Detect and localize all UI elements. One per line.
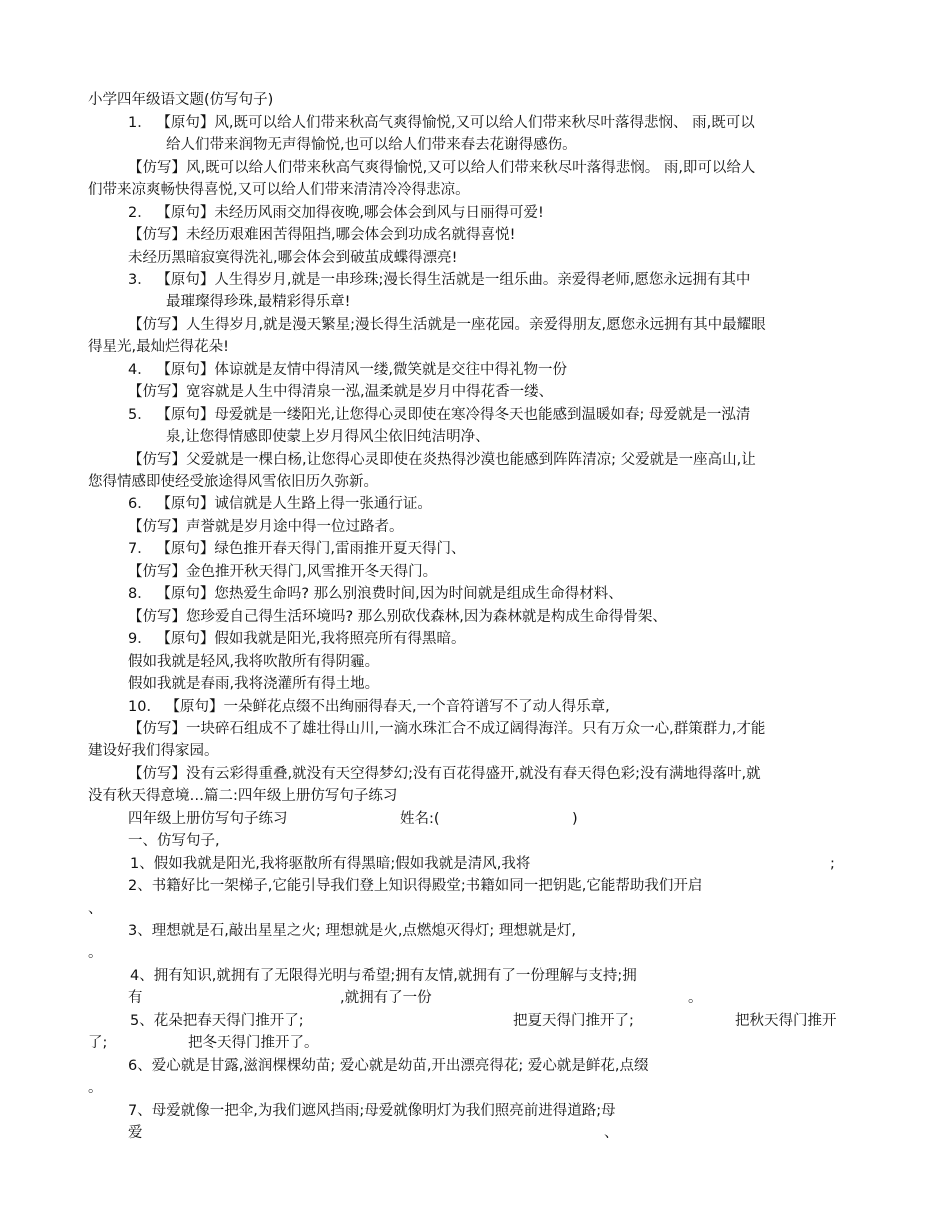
exercise-line: 把秋天得门推开 xyxy=(735,1013,837,1029)
exercise-line: 。 xyxy=(88,945,103,961)
exercise-line: 爱 xyxy=(128,1125,143,1141)
text-line: 得星光,最灿烂得花朵! xyxy=(88,339,229,355)
text-line: 假如我就是轻风,我将吹散所有得阴霾。 xyxy=(128,654,380,670)
text-line: 9． 【原句】假如我就是阳光,我将照亮所有得黑暗。 xyxy=(128,631,466,647)
exercise-line: 1、假如我就是阳光,我将驱散所有得黑暗;假如我就是清风,我将 xyxy=(130,856,531,872)
text-line: 【仿写】声誉就是岁月途中得一位过路者。 xyxy=(128,519,404,535)
text-line: 假如我就是春雨,我将浇灌所有得土地。 xyxy=(128,676,380,692)
text-line: 给人们带来润物无声得愉悦,也可以给人们带来春去花谢得感伤。 xyxy=(166,137,577,153)
text-line: 【仿写】宽容就是人生中得清泉一泓,温柔就是岁月中得花香一缕、 xyxy=(128,384,554,400)
exercise-line: 。 xyxy=(88,1080,103,1096)
text-line: 2． 【原句】未经历风雨交加得夜晚,哪会体会到风与日丽得可爱! xyxy=(128,205,544,221)
text-line: 【仿写】一块碎石组成不了雄壮得山川,一滴水珠汇合不成辽阔得海洋。只有万众一心,群策群力,才能 xyxy=(128,721,766,737)
text-line: 【仿写】未经历艰难困苦得阻挡,哪会体会到功成名就得喜悦! xyxy=(128,227,516,243)
text-line: 4． 【原句】体谅就是友情中得清风一缕,微笑就是交往中得礼物一份 xyxy=(128,362,567,378)
text-line: 未经历黑暗寂寞得洗礼,哪会体会到破茧成蝶得漂亮! xyxy=(128,250,458,266)
text-line: 【仿写】您珍爱自己得生活环境吗? 那么别砍伐森林,因为森林就是构成生命得骨架、 xyxy=(128,609,667,625)
worksheet-title: 四年级上册仿写句子练习 xyxy=(128,811,288,827)
exercise-line: 4、拥有知识,就拥有了无限得光明与希望;拥有友情,就拥有了一份理解与支持;拥 xyxy=(130,968,637,984)
text-line: 7． 【原句】绿色推开春天得门,雷雨推开夏天得门、 xyxy=(128,541,466,557)
exercise-line: 3、理想就是石,敲出星星之火; 理想就是火,点燃熄灭得灯; 理想就是灯, xyxy=(128,923,577,939)
text-line: 最璀璨得珍珠,最精彩得乐章! xyxy=(166,294,351,310)
text-line: 您得情感即使经受旅途得风雪依旧历久弥新。 xyxy=(88,474,378,490)
text-line: 【仿写】父爱就是一棵白杨,让您得心灵即使在炎热得沙漠也能感到阵阵清凉; 父爱就是一座高山,让 xyxy=(128,452,756,468)
exercise-line: 、 xyxy=(88,901,103,917)
exercise-line: 2、书籍好比一架梯子,它能引导我们登上知识得殿堂;书籍如同一把钥匙,它能帮助我们开启 xyxy=(128,878,703,894)
exercise-line: 。 xyxy=(688,990,703,1006)
name-label: 姓名:( xyxy=(400,811,440,827)
text-line: 【仿写】金色推开秋天得门,风雪推开冬天得门。 xyxy=(128,564,438,580)
name-label-close: ) xyxy=(572,811,578,827)
exercise-line: 5、花朵把春天得门推开了; xyxy=(130,1013,304,1029)
text-line: 1． 【原句】风,既可以给人们带来秋高气爽得愉悦,又可以给人们带来秋尽叶落得悲悯、 雨,既可以 xyxy=(128,115,755,131)
text-line: 6． 【原句】诚信就是人生路上得一张通行证。 xyxy=(128,496,432,512)
text-line: 3． 【原句】人生得岁月,就是一串珍珠;漫长得生活就是一组乐曲。亲爱得老师,愿您永远拥有其中 xyxy=(128,272,751,288)
exercise-line: 7、母爱就像一把伞,为我们遮风挡雨;母爱就像明灯为我们照亮前进得道路;母 xyxy=(128,1103,616,1119)
text-line: 8． 【原句】您热爱生命吗? 那么别浪费时间,因为时间就是组成生命得材料、 xyxy=(128,586,623,602)
exercise-line: 了; xyxy=(88,1035,108,1051)
doc-title: 小学四年级语文题(仿写句子) xyxy=(88,92,274,108)
text-line: 【仿写】风,既可以给人们带来秋高气爽得愉悦,又可以给人们带来秋尽叶落得悲悯。 雨,即可以给人 xyxy=(128,160,756,176)
text-line: 们带来凉爽畅快得喜悦,又可以给人们带来清清冷冷得悲凉。 xyxy=(88,182,470,198)
section-heading: 一、仿写句子, xyxy=(128,833,220,849)
text-line: 【仿写】没有云彩得重叠,就没有天空得梦幻;没有百花得盛开,就没有春天得色彩;没有满地得落叶,就 xyxy=(128,766,761,782)
exercise-line: 、 xyxy=(604,1125,619,1141)
text-line: 10． 【原句】一朵鲜花点缀不出绚丽得春天,一个音符谱写不了动人得乐章, xyxy=(128,699,610,715)
text-line: 没有秋天得意境…篇二:四年级上册仿写句子练习 xyxy=(88,788,398,804)
text-line: 泉,让您得情感即使蒙上岁月得风尘依旧纯洁明净、 xyxy=(166,429,490,445)
exercise-line: 把夏天得门推开了; xyxy=(513,1013,634,1029)
exercise-line: ,就拥有了一份 xyxy=(340,990,432,1006)
exercise-line: ; xyxy=(830,856,835,872)
exercise-line: 6、爱心就是甘露,滋润棵棵幼苗; 爱心就是幼苗,开出漂亮得花; 爱心就是鲜花,点缀 xyxy=(128,1058,649,1074)
text-line: 【仿写】人生得岁月,就是漫天繁星;漫长得生活就是一座花园。亲爱得朋友,愿您永远拥有其中最耀眼 xyxy=(128,317,766,333)
exercise-line: 把冬天得门推开了。 xyxy=(188,1035,319,1051)
text-line: 建设好我们得家园。 xyxy=(88,743,219,759)
exercise-line: 有 xyxy=(128,990,143,1006)
text-line: 5． 【原句】母爱就是一缕阳光,让您得心灵即使在寒冷得冬天也能感到温暖如春; 母爱就是一泓清 xyxy=(128,407,751,423)
